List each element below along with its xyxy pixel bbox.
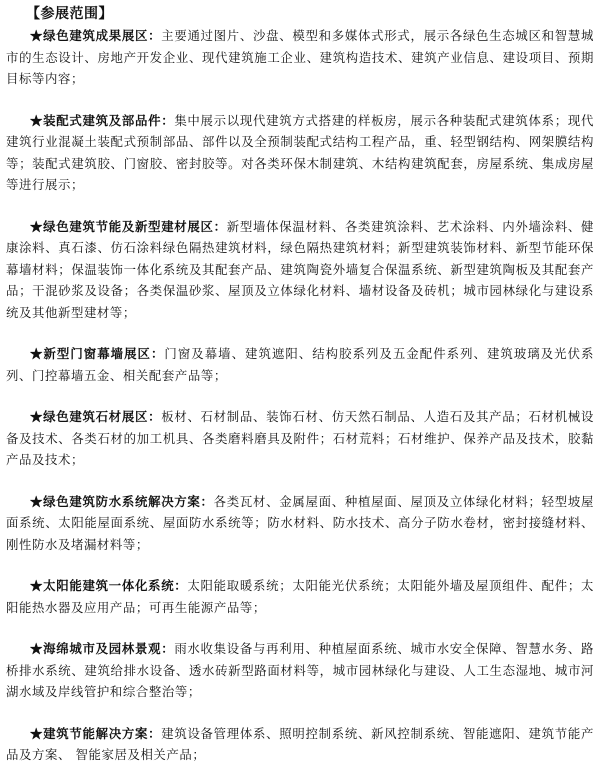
item-body: 各类瓦材、金属屋面、种植屋面、屋顶及立体绿化材料；轻型坡屋面系统、太阳能屋面系统、屋面防水系统等；防水材料、防水技术、高分子防水卷材，密封接缝材料、刚性防水及堵漏材料等； xyxy=(6,493,594,552)
item-heading: ★新型门窗幕墙展区： xyxy=(30,346,165,361)
item-heading: ★海绵城市及园林景观： xyxy=(30,641,175,656)
list-item-sponge-city xyxy=(6,638,594,703)
item-body: 雨水收集设备与再利用、种植屋面系统、城市水安全保障、智慧水务、路桥排水系统、建筑给排水设备、透水砖新型路面材料等，城市园林绿化与建设、人工生态湿地、城市河湖水域及岸线管护和综合整治等； xyxy=(6,641,594,699)
list-item-prefab-building xyxy=(6,110,594,196)
item-body: 门窗及幕墙、建筑遮阳、结构胶系列及五金配件系列、建筑玻璃及光伏系列、门控幕墙五金、相关配套产品等； xyxy=(6,346,595,383)
item-body: 主要通过图片、沙盘、模型和多媒体式形式，展示各绿色生态城区和智慧城市的生态设计、房地产开发企业、现代建筑施工企业、建筑构造技术、建筑产业信息、建设项目、预期目标等内容； xyxy=(6,28,595,86)
list-item-green-building-achievements xyxy=(6,25,594,90)
item-heading: ★太阳能建筑一体化系统： xyxy=(30,578,188,593)
item-body: 太阳能取暖系统；太阳能光伏系统；太阳能外墙及屋顶组件、配件；太阳能热水器及应用产品；可再生能源产品等； xyxy=(6,578,594,615)
list-item-doors-windows-curtain-wall xyxy=(6,343,594,386)
list-item-stone-materials xyxy=(6,406,594,471)
list-item-energy-saving-materials xyxy=(6,216,594,324)
item-heading: ★绿色建筑成果展区： xyxy=(30,28,162,43)
item-body: 新型墙体保温材料、各类建筑涂料、艺术涂料、内外墙涂料、健康涂料、真石漆、仿石涂料绿色隔热建筑材料，绿色隔热建筑材料；新型建筑装饰材料、新型节能环保幕墙材料；保温装饰一体化系统及其配套产品、建筑陶瓷外墙复合保温系统、新型建筑陶板及其配套产品；干混砂浆及设备；各类保温砂浆、屋顶及立体绿化材料、墙材设备及砖机；城市园林绿化与建设系统及其他新型建材等； xyxy=(6,218,594,320)
item-heading: ★绿色建筑节能及新型建材展区： xyxy=(30,218,227,234)
item-heading: ★建筑节能解决方案： xyxy=(30,725,162,741)
item-body: 板材、石材制品、装饰石材、仿天然石制品、人造石及其产品；石材机械设备及技术、各类石材的加工机具、各类磨料磨具及附件；石材荒料；石材维护、保养产品及技术，胶黏产品及技术； xyxy=(6,409,595,467)
item-body: 建筑设备管理体系、照明控制系统、新风控制系统、智能遮阳、建筑节能产品及方案、 智能家居及相关产品； xyxy=(6,725,595,762)
item-body: 集中展示以现代建筑方式搭建的样板房，展示各种装配式建筑体系；现代建筑行业混凝土装配式预制部品、部件以及全预制装配式结构工程产品，重、轻型钢结构、网架膜结构等；装配式建筑胶、门窗胶、密封胶等。对各类环保木制建筑、木结构建筑配套，房屋系统、集成房屋等进行展示； xyxy=(6,112,594,192)
item-heading: ★装配式建筑及部品件： xyxy=(30,112,175,128)
list-item-waterproofing xyxy=(6,491,594,556)
list-item-solar-integration xyxy=(6,575,594,618)
section-title: 【参展范围】 xyxy=(26,6,113,22)
list-item-energy-solutions xyxy=(6,723,594,766)
item-heading: ★绿色建筑防水系统解决方案： xyxy=(30,493,214,509)
item-heading: ★绿色建筑石材展区： xyxy=(30,409,162,424)
